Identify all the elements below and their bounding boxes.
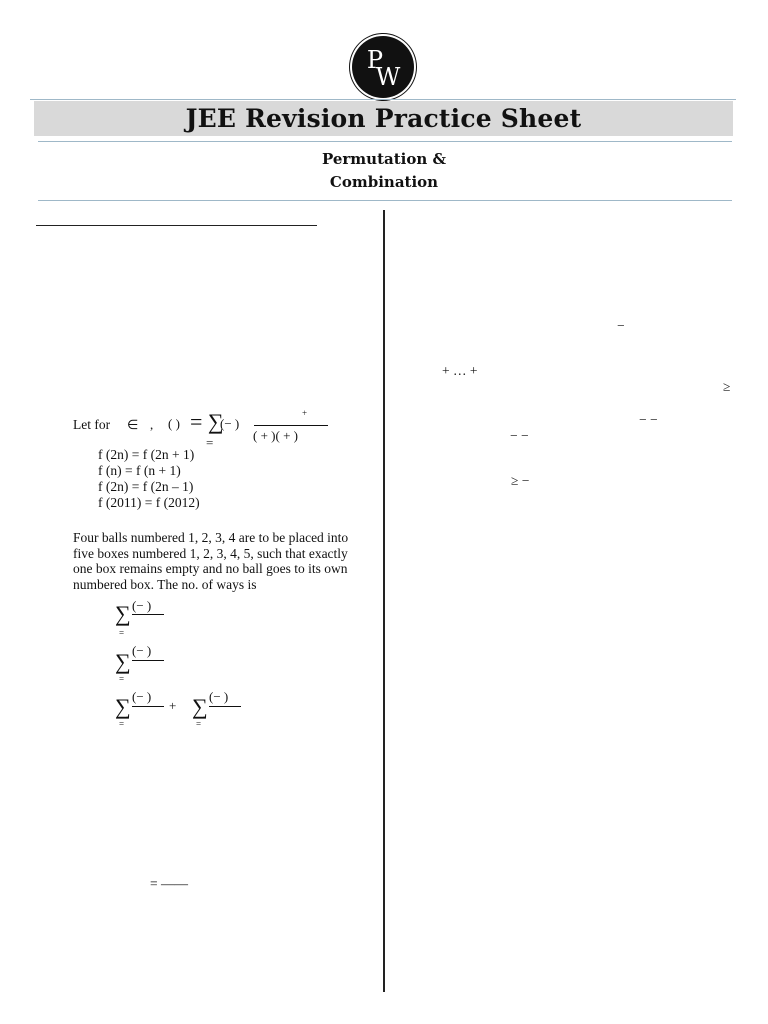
sum-option-3-plus: + (169, 698, 177, 713)
sum-option-3b-numerator: (− ) (209, 689, 229, 704)
sigma-subscript: = (206, 435, 214, 450)
right-fragment-2: + … + (442, 363, 478, 378)
right-fragment-4: − − (639, 412, 658, 427)
header-rule-middle (38, 141, 732, 142)
equals-fraction: = —— (150, 876, 188, 891)
topic-line-2: Combination (329, 173, 439, 191)
question-let-for: Let for (73, 417, 111, 432)
option-b: f (n) = f (n + 1) (98, 463, 181, 478)
element-of-symbol: ∈ (127, 417, 139, 432)
logo-letter-w: W (375, 63, 401, 91)
sum-option-2-sigma: ∑ (115, 649, 131, 674)
logo-letter-p: P (366, 46, 384, 74)
fraction-bar (254, 425, 328, 426)
sum-option-3b-bar (209, 706, 241, 707)
sum-option-3b-sub: = (196, 719, 202, 729)
page-title: JEE Revision Practice Sheet (185, 104, 582, 133)
column-divider (383, 210, 385, 992)
sum-option-3a-bar (132, 706, 164, 707)
option-a: f (2n) = f (2n + 1) (98, 447, 195, 462)
pw-logo (352, 36, 414, 98)
sum-option-2-bar (132, 660, 164, 661)
right-fragment-1: − (617, 318, 625, 333)
sum-option-1-sigma: ∑ (115, 601, 131, 626)
right-fragment-3: ≥ (723, 379, 731, 394)
header-rule-top (30, 99, 736, 100)
left-section-rule (36, 225, 317, 226)
numerator-plus: + (302, 408, 308, 418)
option-c: f (2n) = f (2n – 1) (98, 479, 194, 494)
denominator: ( + )( + ) (253, 428, 298, 443)
sum-option-1-bar (132, 614, 164, 615)
pw-logo-mark (352, 36, 414, 98)
balls-question: Four balls numbered 1, 2, 3, 4 are to be placed into five boxes numbered 1, 2, 3, 4, 5, such that exactly one box remains empty and no ball goes to its own numbered box. The no. of ways is (73, 530, 349, 592)
sum-option-2-numerator: (− ) (132, 643, 152, 658)
comma-symbol: , (150, 417, 154, 432)
sum-option-3a-sigma: ∑ (115, 694, 131, 719)
sum-option-1-numerator: (− ) (132, 598, 152, 613)
equals-sigma: = ∑ (190, 409, 224, 434)
sum-option-3a-numerator: (− ) (132, 689, 152, 704)
right-fragment-5: − − (510, 428, 529, 443)
sum-option-3b-sigma: ∑ (192, 694, 208, 719)
option-d: f (2011) = f (2012) (98, 495, 200, 510)
header-rule-bottom (38, 200, 732, 201)
right-fragment-6: ≥ − (511, 473, 530, 488)
sum-option-1-sub: = (119, 628, 125, 638)
sum-option-2-sub: = (119, 674, 125, 684)
function-parens: ( ) (168, 416, 180, 431)
sum-option-3a-sub: = (119, 719, 125, 729)
topic-line-1: Permutation & (321, 150, 447, 168)
paren-minus: (− ) (220, 416, 240, 431)
